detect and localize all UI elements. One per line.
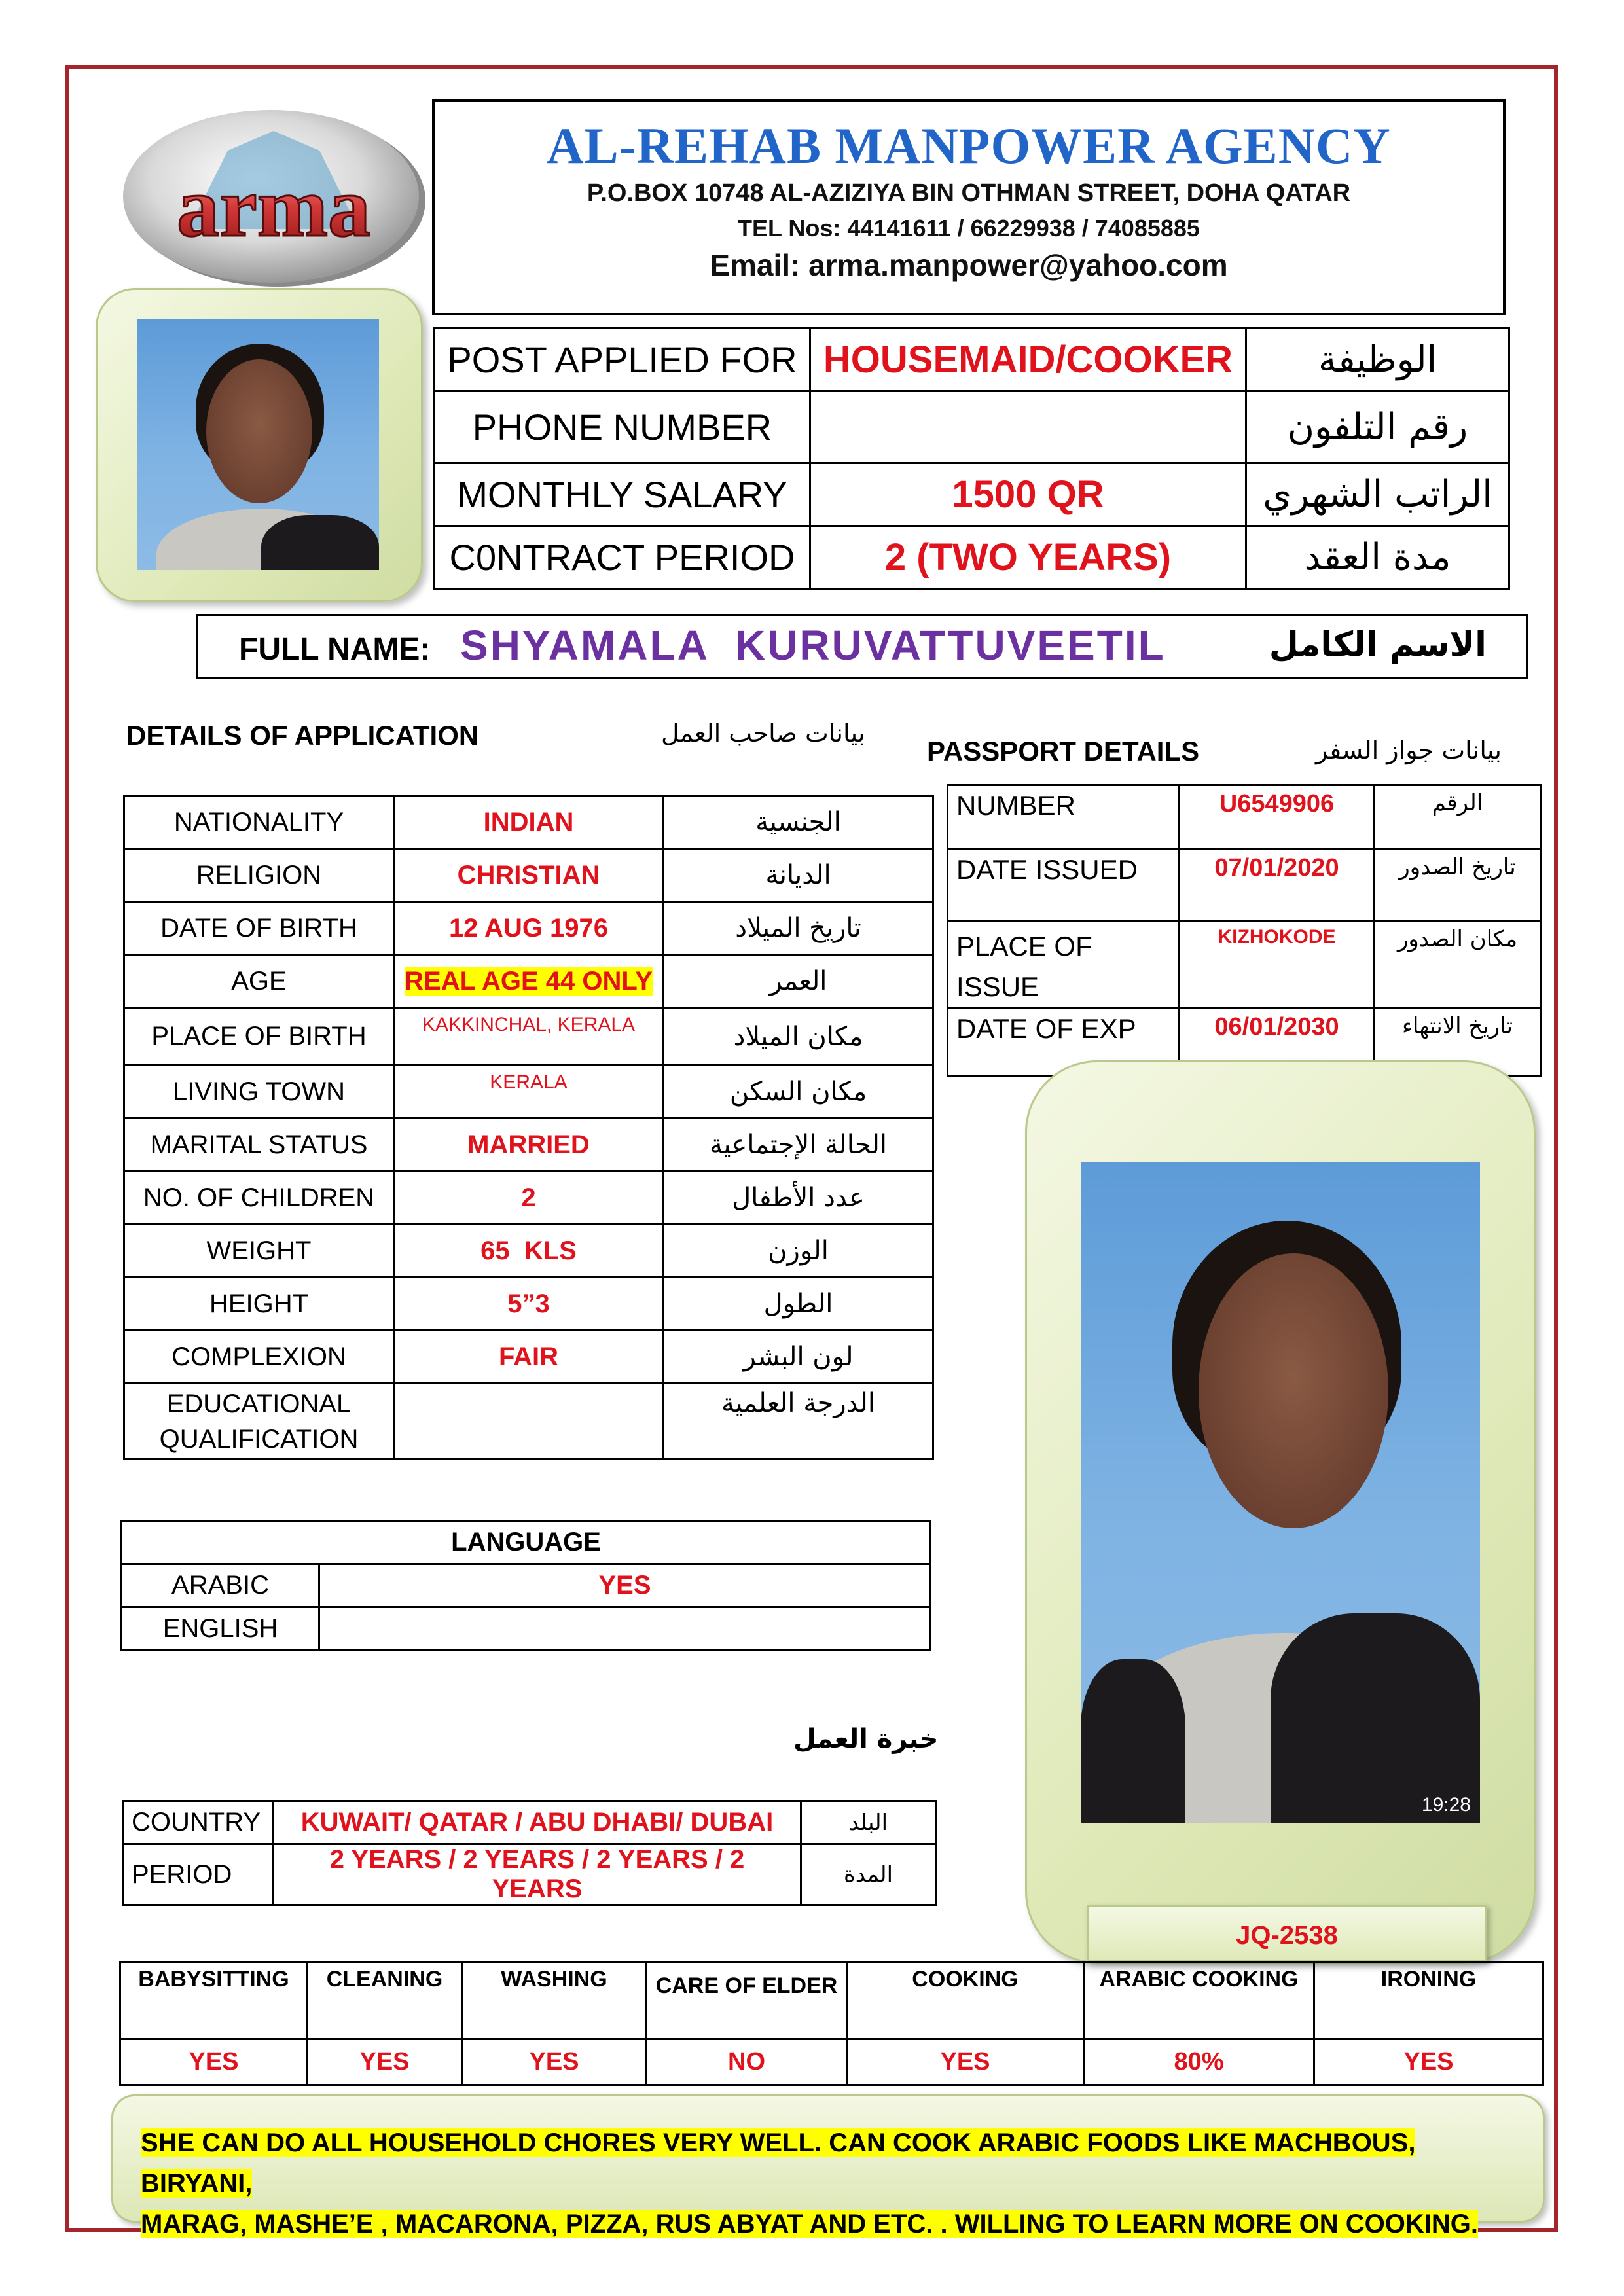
skill-label: IRONING xyxy=(1314,1962,1543,2039)
skills-table xyxy=(119,1961,1544,2086)
language-label: ENGLISH xyxy=(122,1607,319,1651)
skill-value: YES xyxy=(462,2039,647,2085)
job-row xyxy=(435,526,1509,589)
skills-header-row xyxy=(120,1962,1543,2039)
application-value xyxy=(394,1384,664,1460)
application-value: 65 KLS xyxy=(394,1225,664,1278)
language-table xyxy=(120,1520,931,1651)
skill-value: YES xyxy=(308,2039,462,2085)
experience-title-ar: خبرة العمل xyxy=(793,1724,939,1754)
application-label: WEIGHT xyxy=(124,1225,394,1278)
passport-title-ar: بيانات جواز السفر xyxy=(1316,736,1502,764)
agency-phone: TEL Nos: 44141611 / 66229938 / 74085885 xyxy=(738,215,1200,242)
remarks-text xyxy=(141,2123,1515,2244)
job-label-ar: الراتب الشهري xyxy=(1246,463,1509,526)
application-row xyxy=(124,1066,933,1119)
large-photo xyxy=(1081,1162,1480,1823)
job-label-ar: رقم التلفون xyxy=(1246,391,1509,463)
passport-table xyxy=(947,784,1542,1077)
skill-value: YES xyxy=(847,2039,1084,2085)
passport-label: NUMBER xyxy=(948,785,1180,850)
skills-value-row xyxy=(120,2039,1543,2085)
experience-value: KUWAIT/ QATAR / ABU DHABI/ DUBAI xyxy=(274,1801,801,1844)
passport-label-ar: تاريخ الانتهاء xyxy=(1375,1009,1541,1077)
passport-value: 06/01/2030 xyxy=(1180,1009,1375,1077)
passport-label-ar: مكان الصدور xyxy=(1375,922,1541,1009)
application-label: LIVING TOWN xyxy=(124,1066,394,1119)
skill-value: NO xyxy=(647,2039,847,2085)
application-label: NO. OF CHILDREN xyxy=(124,1172,394,1225)
application-value: 5”3 xyxy=(394,1278,664,1331)
application-row xyxy=(124,1278,933,1331)
job-label: C0NTRACT PERIOD xyxy=(435,526,810,589)
language-title: LANGUAGE xyxy=(122,1521,931,1564)
application-table xyxy=(123,795,934,1460)
application-label-ar: تاريخ الميلاد xyxy=(664,902,933,955)
application-label: RELIGION xyxy=(124,849,394,902)
experience-label-ar: البلد xyxy=(801,1801,936,1844)
application-row xyxy=(124,1384,933,1460)
photo-timestamp: 19:28 xyxy=(1421,1794,1471,1816)
job-value: 1500 QR xyxy=(810,463,1246,526)
application-row xyxy=(124,1225,933,1278)
application-label-ar: الوزن xyxy=(664,1225,933,1278)
skill-label: CARE OF ELDER xyxy=(647,1962,847,2039)
application-label-ar: مكان السكن xyxy=(664,1066,933,1119)
application-row xyxy=(124,849,933,902)
face-large xyxy=(1199,1253,1388,1528)
experience-label-ar: المدة xyxy=(801,1844,936,1905)
job-row xyxy=(435,463,1509,526)
agency-address: P.O.BOX 10748 AL-AZIZIYA BIN OTHMAN STREET, DOHA QATAR xyxy=(586,179,1351,207)
application-title-ar: بيانات صاحب العمل xyxy=(661,719,865,747)
application-row xyxy=(124,1172,933,1225)
application-label-ar: عدد الأطفال xyxy=(664,1172,933,1225)
application-label-ar: لون البشر xyxy=(664,1331,933,1384)
reference-code: JQ-2538 xyxy=(1087,1905,1487,1962)
agency-name: AL-REHAB MANPOWER AGENCY xyxy=(547,117,1391,174)
application-value: KERALA xyxy=(394,1066,664,1119)
application-row xyxy=(124,902,933,955)
experience-table xyxy=(122,1800,937,1906)
application-row xyxy=(124,1331,933,1384)
passport-row xyxy=(948,785,1541,850)
application-label-ar: مكان الميلاد xyxy=(664,1008,933,1066)
application-label: AGE xyxy=(124,955,394,1008)
application-label-ar: الجنسية xyxy=(664,796,933,849)
application-value: 12 AUG 1976 xyxy=(394,902,664,955)
application-row xyxy=(124,1119,933,1172)
application-value: INDIAN xyxy=(394,796,664,849)
agency-email: Email: arma.manpower@yahoo.com xyxy=(710,248,1228,282)
job-value xyxy=(810,391,1246,463)
application-label: MARITAL STATUS xyxy=(124,1119,394,1172)
logo-text: arma xyxy=(177,160,370,255)
full-name-label: FULL NAME: xyxy=(239,632,431,667)
remarks-box xyxy=(111,2094,1545,2238)
application-title: DETAILS OF APPLICATION xyxy=(126,720,479,751)
application-row xyxy=(124,955,933,1008)
language-header-row xyxy=(122,1521,931,1564)
large-photo-frame xyxy=(1025,1060,1536,1964)
language-row xyxy=(122,1564,931,1607)
full-name-value: SHYAMALA KURUVATTUVEETIL xyxy=(460,622,1166,669)
job-label: PHONE NUMBER xyxy=(435,391,810,463)
experience-label: COUNTRY xyxy=(123,1801,274,1844)
job-value: HOUSEMAID/COOKER xyxy=(810,329,1246,391)
application-value: FAIR xyxy=(394,1331,664,1384)
application-value: KAKKINCHAL, KERALA xyxy=(394,1008,664,1066)
arma-logo xyxy=(117,105,431,301)
passport-row xyxy=(948,850,1541,922)
remarks-line-1: SHE CAN DO ALL HOUSEHOLD CHORES VERY WELL. CAN COOK ARABIC FOODS LIKE MACHBOUS, BIRYANI, xyxy=(141,2128,1416,2198)
age-highlight: REAL AGE 44 ONLY xyxy=(405,966,653,996)
passport-label: DATE OF EXP xyxy=(948,1009,1180,1077)
small-photo xyxy=(137,319,379,570)
job-label: MONTHLY SALARY xyxy=(435,463,810,526)
job-label-ar: مدة العقد xyxy=(1246,526,1509,589)
job-info-table xyxy=(433,327,1510,590)
experience-row xyxy=(123,1844,936,1905)
language-label: ARABIC xyxy=(122,1564,319,1607)
skill-label: CLEANING xyxy=(308,1962,462,2039)
experience-label: PERIOD xyxy=(123,1844,274,1905)
application-label-ar: العمر xyxy=(664,955,933,1008)
agency-header xyxy=(432,99,1506,315)
application-label: NATIONALITY xyxy=(124,796,394,849)
application-value xyxy=(394,955,664,1008)
small-photo-frame xyxy=(96,288,423,602)
experience-row xyxy=(123,1801,936,1844)
job-label: POST APPLIED FOR xyxy=(435,329,810,391)
passport-label: DATE ISSUED xyxy=(948,850,1180,922)
application-label-ar: الحالة الإجتماعية xyxy=(664,1119,933,1172)
application-value: MARRIED xyxy=(394,1119,664,1172)
skill-value: 80% xyxy=(1084,2039,1314,2085)
application-value: 2 xyxy=(394,1172,664,1225)
application-label: COMPLEXION xyxy=(124,1331,394,1384)
skill-value: YES xyxy=(120,2039,308,2085)
passport-value: 07/01/2020 xyxy=(1180,850,1375,922)
passport-row xyxy=(948,922,1541,1009)
language-value: YES xyxy=(319,1564,931,1607)
application-label: HEIGHT xyxy=(124,1278,394,1331)
skill-label: COOKING xyxy=(847,1962,1084,2039)
job-row xyxy=(435,391,1509,463)
passport-value: U6549906 xyxy=(1180,785,1375,850)
face-small xyxy=(206,359,312,503)
job-row xyxy=(435,329,1509,391)
full-name-label-ar: الاسم الكامل xyxy=(1269,625,1487,664)
application-label: PLACE OF BIRTH xyxy=(124,1008,394,1066)
experience-value: 2 YEARS / 2 YEARS / 2 YEARS / 2 YEARS xyxy=(274,1844,801,1905)
application-label-ar: الديانة xyxy=(664,849,933,902)
application-label-ar: الدرجة العلمية xyxy=(664,1384,933,1460)
application-row xyxy=(124,1008,933,1066)
passport-value: KIZHOKODE xyxy=(1180,922,1375,1009)
application-label: EDUCATIONAL QUALIFICATION xyxy=(124,1384,394,1460)
skill-value: YES xyxy=(1314,2039,1543,2085)
passport-label: PLACE OF ISSUE xyxy=(948,922,1180,1009)
application-label: DATE OF BIRTH xyxy=(124,902,394,955)
skill-label: ARABIC COOKING xyxy=(1084,1962,1314,2039)
language-row xyxy=(122,1607,931,1651)
skill-label: BABYSITTING xyxy=(120,1962,308,2039)
remarks-line-2: MARAG, MASHE’E , MACARONA, PIZZA, RUS ABYAT AND ETC. . WILLING TO LEARN MORE ON COOKING. xyxy=(141,2210,1478,2238)
passport-title: PASSPORT DETAILS xyxy=(927,736,1200,766)
application-row xyxy=(124,796,933,849)
job-label-ar: الوظيفة xyxy=(1246,329,1509,391)
full-name-box xyxy=(196,614,1528,679)
language-value xyxy=(319,1607,931,1651)
passport-label-ar: تاريخ الصدور xyxy=(1375,850,1541,922)
skill-label: WASHING xyxy=(462,1962,647,2039)
application-label-ar: الطول xyxy=(664,1278,933,1331)
application-value: CHRISTIAN xyxy=(394,849,664,902)
job-value: 2 (TWO YEARS) xyxy=(810,526,1246,589)
passport-label-ar: الرقم xyxy=(1375,785,1541,850)
